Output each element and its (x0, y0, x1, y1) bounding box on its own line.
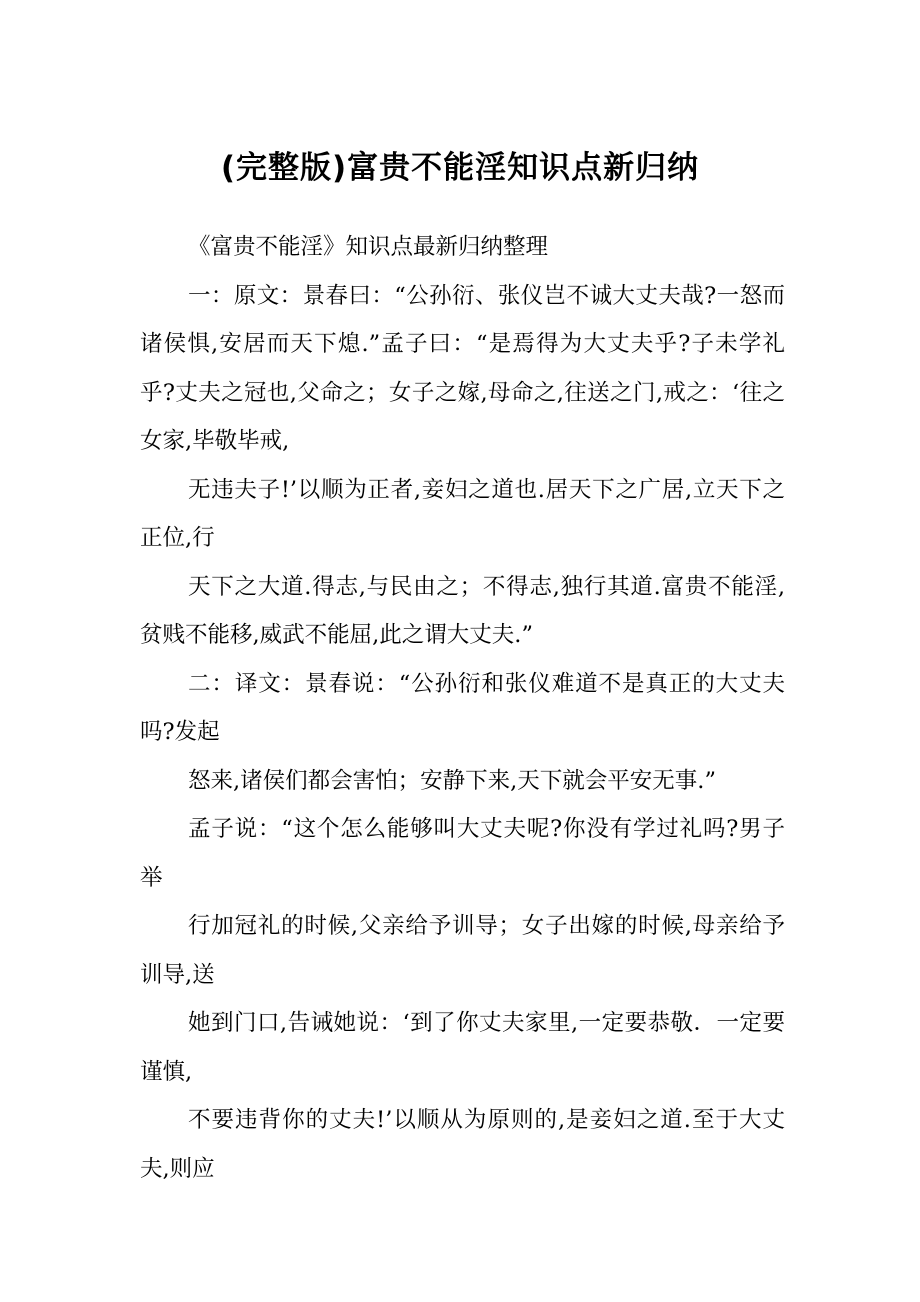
paragraph: 一：原文：景春曰：“公孙衍、张仪岂不诚大丈夫哉?一怒而诸侯惧,安居而天下熄.”孟子曰：“是焉得为大丈夫乎?子未学礼乎?丈夫之冠也,父命之；女子之嫁,母命之,往送之门,戒之：‘往之女家,毕敬毕戒, (140, 282, 785, 454)
document-body (140, 223, 785, 1193)
paragraph: 天下之大道.得志,与民由之；不得志,独行其道.富贵不能淫,贫贱不能移,威武不能屈,此之谓大丈夫.” (140, 573, 785, 648)
paragraph: 她到门口,告诫她说：‘到了你丈夫家里,一定要恭敬．一定要谨慎, (140, 1010, 785, 1085)
paragraph: 不要违背你的丈夫!’以顺从为原则的,是妾妇之道.至于大丈夫,则应 (140, 1107, 785, 1182)
paragraph: 怒来,诸侯们都会害怕；安静下来,天下就会平安无事.” (188, 767, 716, 794)
paragraph: 行加冠礼的时候,父亲给予训导；女子出嫁的时候,母亲给予训导,送 (140, 913, 785, 988)
paragraph: 孟子说：“这个怎么能够叫大丈夫呢?你没有学过礼吗?男子举 (140, 816, 785, 891)
document-title: (完整版)富贵不能淫知识点新归纳 (220, 150, 700, 186)
paragraph-subtitle: 《富贵不能淫》知识点最新归纳整理 (188, 234, 549, 260)
paragraph: 无违夫子!’以顺为正者,妾妇之道也.居天下之广居,立天下之正位,行 (140, 476, 785, 551)
paragraph: 二：译文：景春说：“公孙衍和张仪难道不是真正的大丈夫吗?发起 (140, 670, 785, 745)
